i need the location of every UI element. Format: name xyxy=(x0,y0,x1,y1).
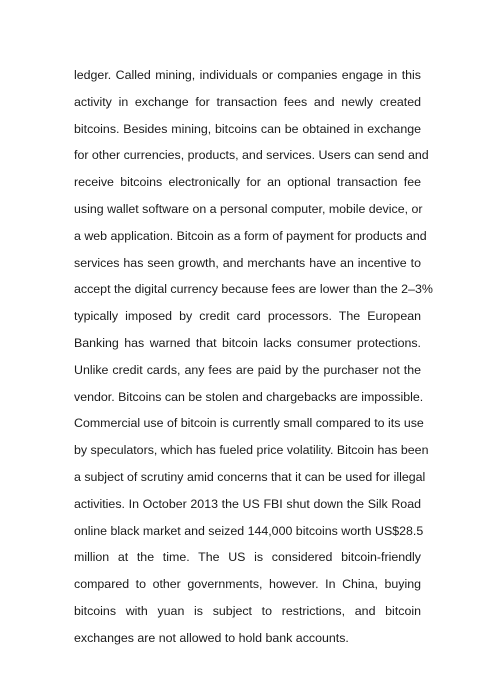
paragraph-line: Commercial use of bitcoin is currently small compared to its use xyxy=(74,416,424,431)
paragraph-line: compared to other governments, however. In China, buying xyxy=(74,577,421,592)
paragraph-line: for other currencies, products, and services. Users can send and xyxy=(74,148,429,163)
paragraph-line: exchanges are not allowed to hold bank accounts. xyxy=(74,630,349,645)
paragraph-line: using wallet software on a personal computer, mobile device, or xyxy=(74,201,423,216)
paragraph-line: a subject of scrutiny amid concerns that it can be used for illegal xyxy=(74,469,426,484)
paragraph-line: million at the time. The US is considered bitcoin-friendly xyxy=(74,550,421,565)
paragraph-line: receive bitcoins electronically for an optional transaction fee xyxy=(74,175,421,190)
paragraph-line: bitcoins with yuan is subject to restrictions, and bitcoin xyxy=(74,603,421,618)
paragraph-line: Unlike credit cards, any fees are paid by the purchaser not the xyxy=(74,362,421,377)
paragraph-line: activities. In October 2013 the US FBI shut down the Silk Road xyxy=(74,496,421,511)
paragraph-line: typically imposed by credit card processors. The European xyxy=(74,309,421,324)
paragraph-line: accept the digital currency because fees are lower than the 2–3% xyxy=(74,282,433,297)
paragraph-line: activity in exchange for transaction fees and newly created xyxy=(74,94,421,109)
paragraph-line: by speculators, which has fueled price volatility. Bitcoin has been xyxy=(74,443,429,458)
paragraph-line: a web application. Bitcoin as a form of payment for products and xyxy=(74,228,427,243)
paragraph-line: bitcoins. Besides mining, bitcoins can be obtained in exchange xyxy=(74,121,421,136)
paragraph-line: ledger. Called mining, individuals or companies engage in this xyxy=(74,68,421,82)
paragraph-line: Banking has warned that bitcoin lacks consumer protections. xyxy=(74,335,421,350)
paragraph-line: vendor. Bitcoins can be stolen and chargebacks are impossible. xyxy=(74,389,424,404)
body-paragraph xyxy=(74,62,433,652)
paragraph-line: online black market and seized 144,000 bitcoins worth US$28.5 xyxy=(74,523,424,538)
paragraph-line: services has seen growth, and merchants have an incentive to xyxy=(74,255,421,270)
